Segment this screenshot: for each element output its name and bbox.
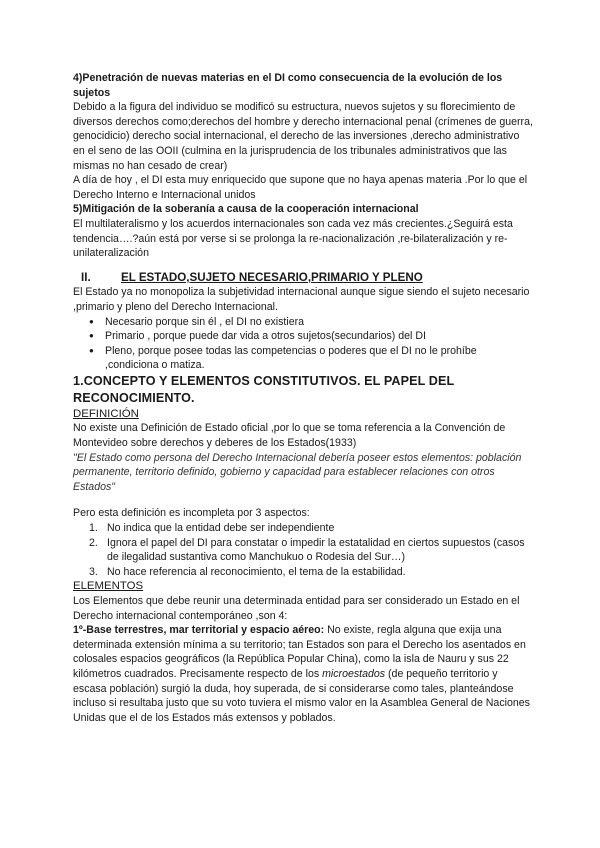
definicion-text: No existe una Definición de Estado oficial ,por lo que se toma referencia a la Convención de Montevideo sobre derechos y deberes de los Estados(1933) (73, 422, 506, 450)
base-territorial-label: 1º-Base terrestres, mar territorial y espacio aéreo: (73, 624, 325, 637)
section-ii-title: EL ESTADO,SUJETO NECESARIO,PRIMARIO Y PLENO (121, 270, 423, 284)
definicion-heading: DEFINICIÓN (73, 407, 139, 420)
microestados-term: microestados (322, 667, 386, 680)
section-4-title: 4)Penetración de nuevas materias en el DI como consecuencia de la evolución de los sujetos (73, 72, 503, 99)
state-qualities-list (73, 315, 533, 373)
montevideo-quote: "El Estado como persona del Derecho Internacional debería poseer estos elementos: población permanente, territorio definido, gobierno y capacidad para establecer relaciones con otros Estados" (73, 451, 522, 493)
section-5-title: 5)Mitigación de la soberanía a causa de la cooperación internacional (73, 203, 419, 216)
document-body (73, 71, 533, 725)
base-territorial-paragraph: 1º-Base terrestres, mar territorial y espacio aéreo: No existe, regla alguna que exija una determinada extensión mínima a su territorio; tan Estados son para el Derecho los asentados en colosales espacios geográficos (la República Popular China), como la isla de Nauru y sus 22 kilómetros cuadrados. Precisamente respecto de los microestados (de pequeño territorio y escasa población) surgió la duda, hoy superada, de si considerarse como tales, planteándose incluso si resultaba justo que su voto tuviera el mismo valor en la Asamblea General de Naciones Unidas que el de los Estados más extensos y poblados. (73, 624, 530, 724)
section-ii-heading (73, 271, 533, 286)
concepto-heading: 1.CONCEPTO Y ELEMENTOS CONSTITUTIVOS. EL PAPEL DEL RECONOCIMIENTO. (73, 373, 455, 405)
elementos-text: Los Elementos que debe reunir una determinada entidad para ser considerado un Estado en el Derecho internacional contemporáneo ,son 4: (73, 595, 520, 622)
list-item: ● Primario , porque puede dar vida a otros sujetos(secundarios) del DI (73, 329, 533, 344)
section-4-paragraph-1: Debido a la figura del individuo se modificó su estructura, nuevos sujetos y su florecimiento de diversos derechos como;derechos del hombre y derecho internacional penal (crímenes de guerra, genocidicio) derecho social internacional, el derecho de las inversiones ,derecho administrativo en el seno de las OOII (culmina en la jurisprudencia de los tribunales administrativos que las mismas no han cesado de crear) (73, 101, 533, 172)
list-item: 3. No hace referencia al reconocimiento, el tema de la estabilidad. (89, 565, 406, 578)
list-item: ● Necesario porque sin él , el DI no existiera (73, 315, 533, 330)
elementos-heading: ELEMENTOS (73, 580, 144, 593)
section-ii-intro: El Estado ya no monopoliza la subjetividad internacional aunque sigue siendo el sujeto necesario ,primario y pleno del Derecho Internacional. (73, 286, 530, 313)
section-ii-number: II. (81, 270, 91, 284)
list-item: 1. No indica que la entidad debe ser independiente (89, 522, 335, 535)
list-item: ● Pleno, porque posee todas las competencias o poderes que el DI no le prohíbe ,condiciona o matiza. (73, 344, 533, 373)
section-4-paragraph-2: A día de hoy , el DI esta muy enriquecido que supone que no haya apenas materia .Por lo que el Derecho Interno e Internacional unidos (73, 174, 528, 201)
list-item: 2. Ignora el papel del DI para constatar o impedir la estatalidad en ciertos supuestos (casos de ilegalidad sustantiva como Manchukuo o Rodesia del Sur…) (89, 536, 525, 564)
incomplete-definition-text: Pero esta definición es incompleta por 3 aspectos: (73, 507, 310, 520)
section-5-paragraph: El multilateralismo y los acuerdos internacionales son cada vez más crecientes.¿Seguirá esta tendencia….?aún está por verse si se prolonga la re-nacionalización ,re-bilateralización y re-unilateralización (73, 217, 513, 260)
aspects-list (73, 521, 533, 579)
